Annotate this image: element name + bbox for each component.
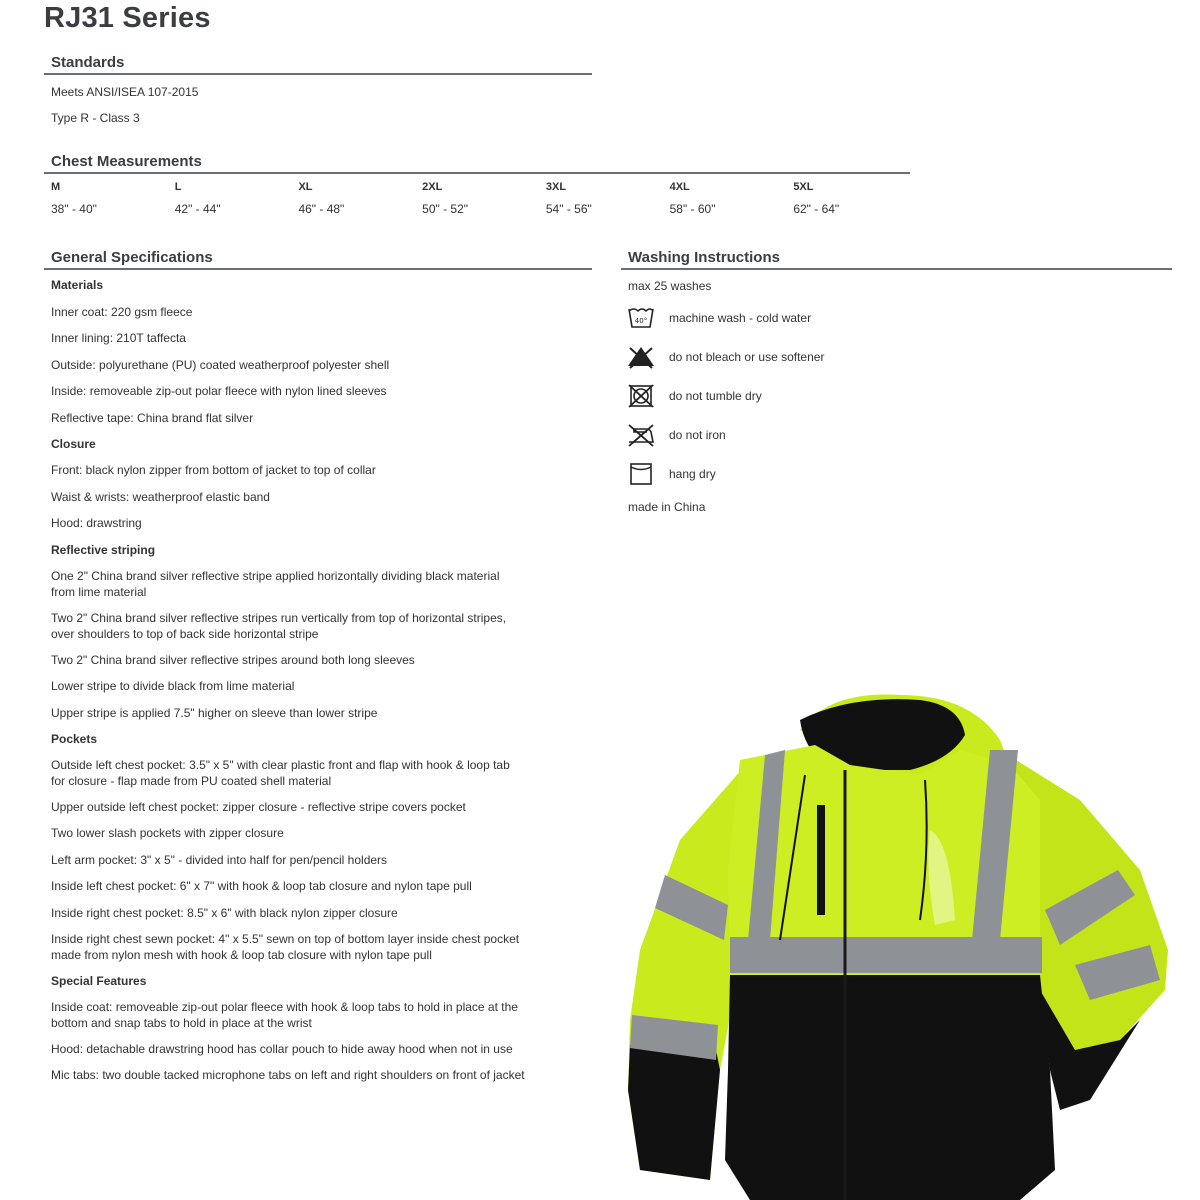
size-value: 62" - 64" [793, 202, 840, 216]
washing-instructions-section [621, 249, 1172, 514]
do-not-bleach-icon [626, 344, 656, 370]
spec-line: Two lower slash pockets with zipper closure [51, 826, 284, 840]
spec-line: made from nylon mesh with hook & loop tab closure with nylon tape pull [51, 948, 432, 962]
spec-line: Upper outside left chest pocket: zipper closure - reflective stripe covers pocket [51, 800, 466, 814]
spec-line: over shoulders to top of back side horizontal stripe [51, 627, 319, 641]
spec-line: Front: black nylon zipper from bottom of jacket to top of collar [51, 463, 376, 477]
size-table [44, 177, 910, 216]
size-value: 46" - 48" [298, 202, 345, 216]
wash-text: hang dry [669, 467, 716, 481]
spec-line: Inner coat: 220 gsm fleece [51, 305, 193, 319]
standards-heading: Standards [44, 54, 592, 75]
standard-line: Type R - Class 3 [51, 111, 140, 125]
reflective-stripe-horizontal [730, 937, 1042, 973]
size-column [786, 177, 910, 216]
wash-text: do not tumble dry [669, 389, 762, 403]
machine-wash-cold-icon [626, 305, 656, 331]
spec-line: Upper stripe is applied 7.5" higher on sleeve than lower stripe [51, 706, 378, 720]
spec-line: Mic tabs: two double tacked microphone tabs on left and right shoulders on front of jacket [51, 1068, 525, 1082]
do-not-tumble-dry-icon [626, 383, 656, 409]
size-label: 4XL [669, 181, 690, 193]
size-column [415, 177, 539, 216]
wash-text: machine wash - cold water [669, 311, 812, 325]
special-features-subheading: Special Features [51, 974, 147, 988]
hang-dry-icon [626, 461, 656, 487]
spec-line: Inside right chest pocket: 8.5" x 6" with black nylon zipper closure [51, 906, 398, 920]
spec-line: Lower stripe to divide black from lime material [51, 679, 295, 693]
spec-line: Inside: removeable zip-out polar fleece with nylon lined sleeves [51, 384, 387, 398]
spec-line: Hood: drawstring [51, 516, 142, 530]
reflective-striping-subheading: Reflective striping [51, 543, 156, 557]
chest-measurements-section [44, 153, 910, 216]
spec-line: from lime material [51, 585, 147, 599]
spec-line: Waist & wrists: weatherproof elastic band [51, 490, 270, 504]
left-cuff [628, 1045, 720, 1180]
general-specifications-section [44, 249, 592, 1082]
size-column [539, 177, 663, 216]
closure-subheading: Closure [51, 437, 96, 451]
chest-heading: Chest Measurements [44, 153, 910, 174]
spec-line: One 2" China brand silver reflective stripe applied horizontally dividing black material [51, 569, 500, 583]
size-label: M [51, 181, 61, 193]
size-value: 50" - 52" [422, 202, 469, 216]
wash-instruction [621, 383, 762, 409]
spec-line: Hood: detachable drawstring hood has collar pouch to hide away hood when not in use [51, 1042, 513, 1056]
spec-line: Two 2" China brand silver reflective stripes run vertically from top of horizontal stripes, [51, 611, 507, 625]
jacket-image [620, 690, 1180, 1200]
size-label: 3XL [545, 181, 567, 193]
size-value: 42" - 44" [174, 202, 221, 216]
spec-line: bottom and snap tabs to hold in place at the wrist [51, 1016, 312, 1030]
spec-line: Outside: polyurethane (PU) coated weatherproof polyester shell [51, 358, 390, 372]
size-column [168, 177, 292, 216]
size-column [663, 177, 787, 216]
size-label: XL [298, 181, 313, 193]
wash-text: do not iron [669, 428, 726, 442]
wash-instruction [621, 305, 811, 331]
wash-temperature: 40° [634, 317, 648, 325]
wash-instruction [621, 422, 726, 448]
chest-pocket-zipper [817, 805, 825, 915]
spec-line: Reflective tape: China brand flat silver [51, 411, 254, 425]
standard-line: Meets ANSI/ISEA 107-2015 [51, 85, 199, 99]
spec-line: Left arm pocket: 3" x 5" - divided into half for pen/pencil holders [51, 853, 388, 867]
size-column [291, 177, 415, 216]
spec-line: Outside left chest pocket: 3.5" x 5" with clear plastic front and flap with hook & loop tab [51, 758, 510, 772]
wash-instruction [621, 461, 716, 487]
max-washes: max 25 washes [628, 279, 712, 293]
spec-line: Inside right chest sewn pocket: 4" x 5.5" sewn on top of bottom layer inside chest pocket [51, 932, 520, 946]
washing-heading: Washing Instructions [621, 249, 1172, 270]
spec-line: Inside left chest pocket: 6" x 7" with hook & loop tab closure and nylon tape pull [51, 879, 472, 893]
wash-instruction [621, 344, 824, 370]
size-label: 2XL [422, 181, 443, 193]
size-value: 58" - 60" [669, 202, 716, 216]
pockets-subheading: Pockets [51, 732, 98, 746]
wash-text: do not bleach or use softener [669, 350, 825, 364]
spec-line: for closure - flap made from PU coated shell material [51, 774, 332, 788]
page-title: RJ31 Series [44, 2, 211, 34]
size-value: 54" - 56" [545, 202, 592, 216]
size-value: 38" - 40" [51, 202, 97, 216]
spec-line: Two 2" China brand silver reflective stripes around both long sleeves [51, 653, 415, 667]
size-column [44, 177, 168, 216]
materials-subheading: Materials [51, 278, 104, 292]
size-label: 5XL [793, 181, 814, 193]
size-label: L [174, 181, 182, 193]
origin-text: made in China [628, 500, 706, 514]
spec-line: Inside coat: removeable zip-out polar fleece with hook & loop tabs to hold in place at the [51, 1000, 518, 1014]
standards-section [44, 54, 592, 125]
specs-heading: General Specifications [44, 249, 592, 270]
jacket-body-lower [725, 975, 1055, 1200]
spec-line: Inner lining: 210T taffecta [51, 331, 186, 345]
do-not-iron-icon [626, 422, 656, 448]
